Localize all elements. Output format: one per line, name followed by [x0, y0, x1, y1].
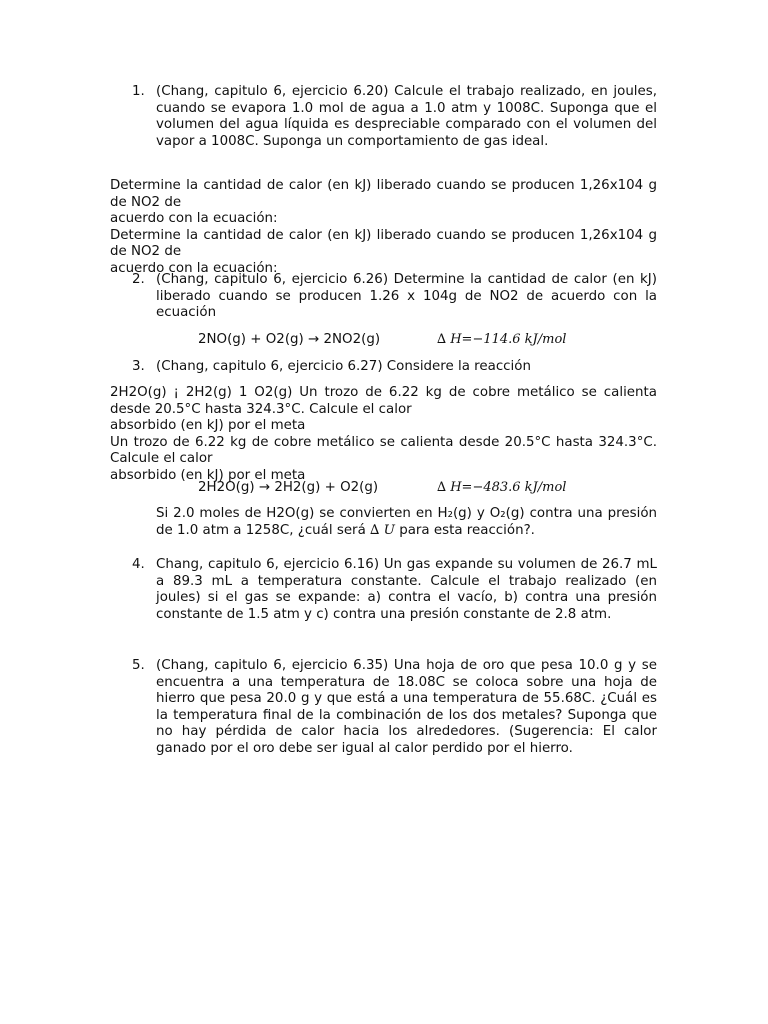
enthalpy-value: ∆ H=−483.6 kJ/mol	[437, 480, 567, 495]
item-number: 2.	[132, 272, 145, 287]
paragraph-line: absorbido (en kJ) por el meta	[110, 467, 306, 483]
paragraph-line: 2H2O(g) ¡ 2H2(g) 1 O2(g) Un trozo de 6.22 kg de cobre metálico se calienta desde 20.5°C hasta 324.3°C. Calcule el calor	[110, 385, 657, 417]
item-text: Chang, capitulo 6, ejercicio 6.16) Un gas expande su volumen de 26.7 mL a 89.3 mL a temperatura constante. Calcule el trabajo realizado (en joules) si el gas se expande: a) contra el vacío, b) contra una presión constante de 1.5 atm y c) contra una presión constante de 2.8 atm.	[156, 557, 657, 622]
pasted-paragraph	[110, 178, 657, 278]
question-paragraph	[156, 506, 657, 539]
chemical-equation: 2H2O(g) → 2H2(g) + O2(g)	[198, 480, 379, 495]
list-item-4	[110, 557, 657, 623]
list-item-3	[110, 359, 657, 376]
item-text: (Chang, capitulo 6, ejercicio 6.20) Calcule el trabajo realizado, en joules, cuando se evapora 1.0 mol de agua a 1.0 atm y 1008C. Suponga que el volumen del agua líquida es despreciable comparado con el volumen del vapor a 1008C. Suponga un comportamiento de gas ideal.	[156, 84, 657, 149]
paragraph-line: Determine la cantidad de calor (en kJ) liberado cuando se producen 1,26x104 g de NO2 de	[110, 227, 657, 260]
list-item-5	[110, 658, 657, 758]
internal-energy-symbol: ∆ U	[370, 522, 395, 538]
paragraph-line: Determine la cantidad de calor (en kJ) liberado cuando se producen 1,26x104 g de NO2 de	[110, 178, 657, 210]
item-text: (Chang, capitulo 6, ejercicio 6.35) Una hoja de oro que pesa 10.0 g y se encuentra a una temperatura de 18.08C se coloca sobre una hoja de hierro que pesa 20.0 g y que está a una temperatura de 55.68C. ¿Cuál es la temperatura final de la combinación de los dos metales? Suponga que no hay pérdida de calor hacia los alrededores. (Sugerencia: El calor ganado por el oro debe ser igual al calor perdido por el hierro.	[156, 658, 657, 756]
item-number: 4.	[132, 557, 145, 572]
item-number: 3.	[132, 359, 145, 374]
list-item-1	[110, 84, 657, 150]
question-text: Si 2.0 moles de H2O(g) se convierten en H₂(g) y O₂(g) contra una presión de 1.0 atm a 1258C, ¿cuál será	[156, 506, 657, 538]
item-number: 5.	[132, 658, 145, 673]
pasted-paragraph	[110, 385, 657, 485]
paragraph-line: absorbido (en kJ) por el meta	[110, 418, 306, 434]
enthalpy-value: ∆ H=−114.6 kJ/mol	[437, 332, 567, 347]
question-text-end: para esta reacción?.	[394, 522, 535, 538]
item-text: (Chang, capitulo 6, ejercicio 6.26) Determine la cantidad de calor (en kJ) liberado cuando se producen 1.26 x 104g de NO2 de acuerdo con la ecuación	[156, 272, 657, 321]
paragraph-line: acuerdo con la ecuación:	[110, 211, 278, 227]
item-number: 1.	[132, 84, 145, 99]
paragraph-line: Un trozo de 6.22 kg de cobre metálico se calienta desde 20.5°C hasta 324.3°C. Calcule el calor	[110, 434, 657, 467]
chemical-equation: 2NO(g) + O2(g) → 2NO2(g)	[198, 332, 381, 347]
paragraph-line: acuerdo con la ecuación:	[110, 260, 278, 276]
list-item-2	[110, 272, 657, 322]
item-text: (Chang, capitulo 6, ejercicio 6.27) Considere la reacción	[156, 359, 531, 374]
